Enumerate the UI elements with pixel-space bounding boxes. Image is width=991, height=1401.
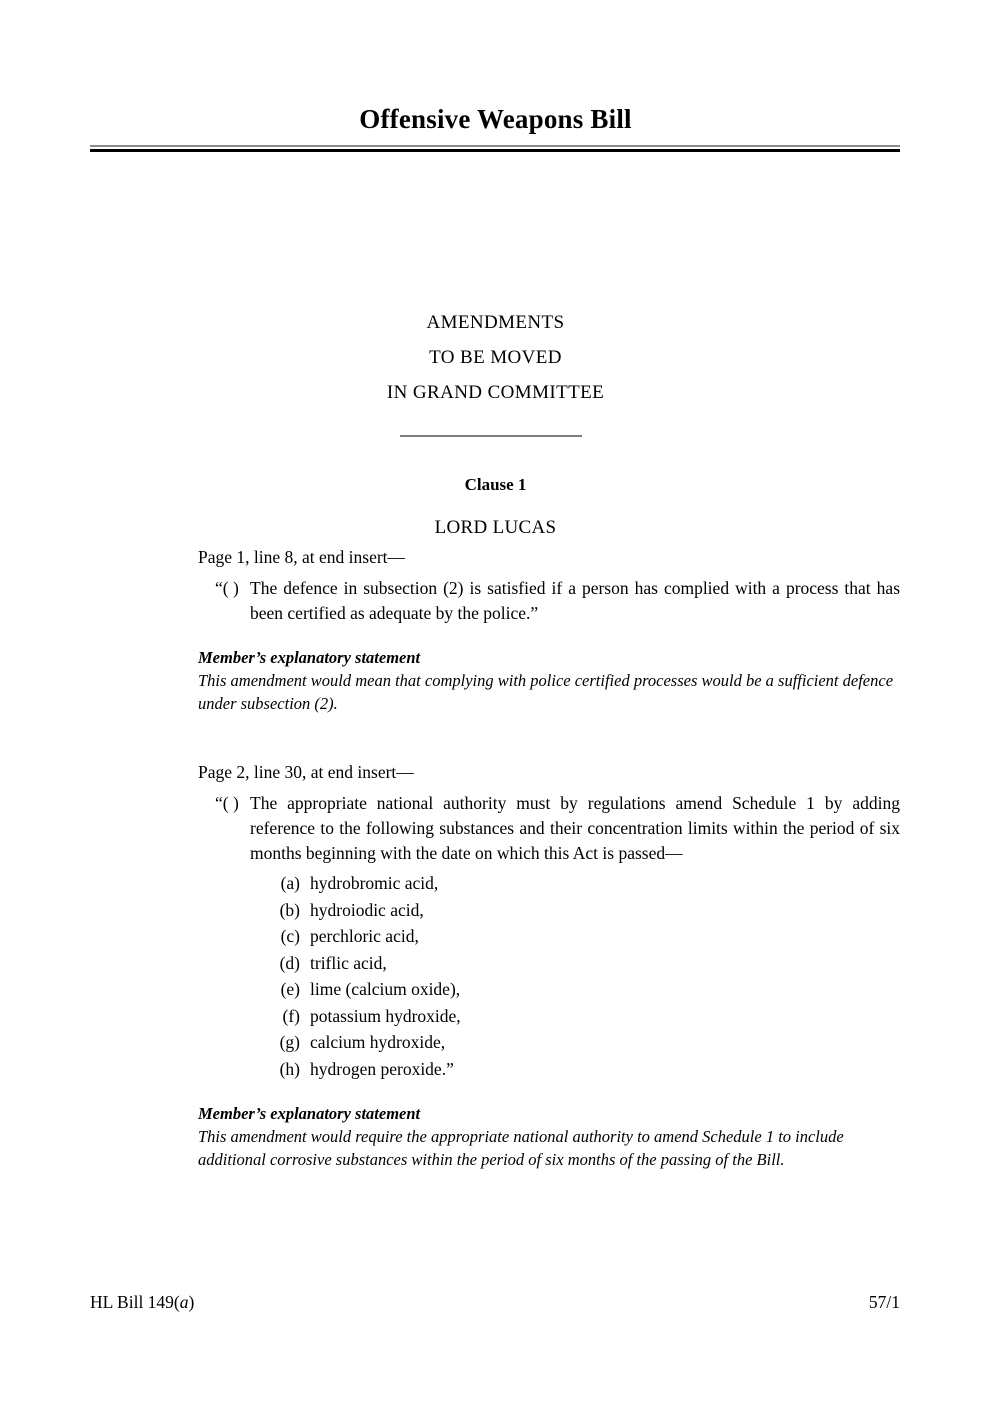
block-spacer bbox=[198, 715, 900, 759]
rule-thick bbox=[90, 149, 900, 152]
list-item-label: calcium hydroxide, bbox=[310, 1032, 446, 1052]
list-item-letter: (e) bbox=[280, 979, 300, 999]
amendment-text: The defence in subsection (2) is satisfied if a person has complied with a process that has been certified as adequate by the police.” bbox=[250, 578, 900, 623]
bill-reference bbox=[90, 1292, 194, 1313]
explanatory-heading: Member’s explanatory statement bbox=[198, 648, 421, 667]
heading-in-grand-committee: IN GRAND COMMITTEE bbox=[386, 382, 605, 403]
list-item-label: hydrogen peroxide.” bbox=[310, 1058, 454, 1079]
explanatory-body: This amendment would require the appropriate national authority to amend Schedule 1 to include additional corrosive substances within the period of six months of the passing of the Bill. bbox=[198, 1127, 844, 1169]
list-item-label: triflic acid, bbox=[310, 952, 387, 973]
explanatory-statement bbox=[198, 1102, 900, 1171]
heading-amendments: AMENDMENTS bbox=[426, 312, 565, 333]
page-title: Offensive Weapons Bill bbox=[359, 104, 632, 134]
list-item bbox=[198, 1056, 900, 1083]
list-item-letter: (g) bbox=[279, 1032, 300, 1052]
amendment-lead-line: Page 2, line 30, at end insert— bbox=[198, 762, 414, 782]
explanatory-heading: Member’s explanatory statement bbox=[198, 1104, 421, 1123]
amendment-marker: “( ) bbox=[215, 578, 239, 598]
bill-reference-suffix: ) bbox=[188, 1292, 195, 1312]
page-footer bbox=[90, 1292, 900, 1313]
amendment-block bbox=[198, 544, 900, 715]
amendments-body bbox=[198, 544, 900, 1171]
heading-block bbox=[0, 305, 991, 410]
substance-list bbox=[198, 870, 900, 1082]
list-item-letter: (h) bbox=[279, 1058, 300, 1079]
list-item bbox=[198, 1003, 900, 1030]
explanatory-statement bbox=[198, 646, 900, 715]
list-item-letter: (d) bbox=[279, 952, 300, 973]
amendment-quoted-text bbox=[198, 576, 900, 626]
amendment-lead-line: Page 1, line 8, at end insert— bbox=[198, 547, 406, 567]
list-item-label: hydroiodic acid, bbox=[310, 899, 424, 920]
page-number: 57/1 bbox=[868, 1292, 900, 1312]
list-item bbox=[198, 897, 900, 924]
list-item-label: potassium hydroxide, bbox=[310, 1005, 461, 1026]
member-name: LORD LUCAS bbox=[434, 517, 557, 538]
list-item bbox=[198, 950, 900, 977]
bill-reference-letter: a bbox=[179, 1292, 189, 1312]
list-item bbox=[198, 1029, 900, 1056]
list-item-letter: (b) bbox=[279, 899, 300, 920]
heading-to-be-moved: TO BE MOVED bbox=[429, 347, 562, 368]
list-item-label: lime (calcium oxide), bbox=[310, 979, 461, 999]
list-item-label: perchloric acid, bbox=[310, 926, 419, 946]
amendment-text: The appropriate national authority must by regulations amend Schedule 1 by adding reference to the following substances and their concentration limits within the period of six months beginning with the date on which this Act is passed— bbox=[250, 793, 900, 863]
list-item bbox=[198, 976, 900, 1003]
list-item-letter: (f) bbox=[282, 1005, 300, 1026]
title-divider-rule bbox=[90, 145, 900, 152]
section-divider-rule bbox=[400, 435, 582, 437]
clause-heading: Clause 1 bbox=[464, 475, 527, 494]
list-item-letter: (c) bbox=[280, 926, 300, 946]
list-item-label: hydrobromic acid, bbox=[310, 873, 439, 893]
list-item-letter: (a) bbox=[280, 873, 300, 893]
amendment-marker: “( ) bbox=[215, 793, 239, 813]
amendment-block bbox=[198, 759, 900, 1171]
list-item bbox=[198, 870, 900, 897]
list-item bbox=[198, 923, 900, 950]
explanatory-body: This amendment would mean that complying with police certified processes would be a sufficient defence under subsection (2). bbox=[198, 671, 894, 713]
amendment-quoted-text bbox=[198, 791, 900, 866]
bill-reference-prefix: HL Bill 149( bbox=[90, 1292, 180, 1312]
